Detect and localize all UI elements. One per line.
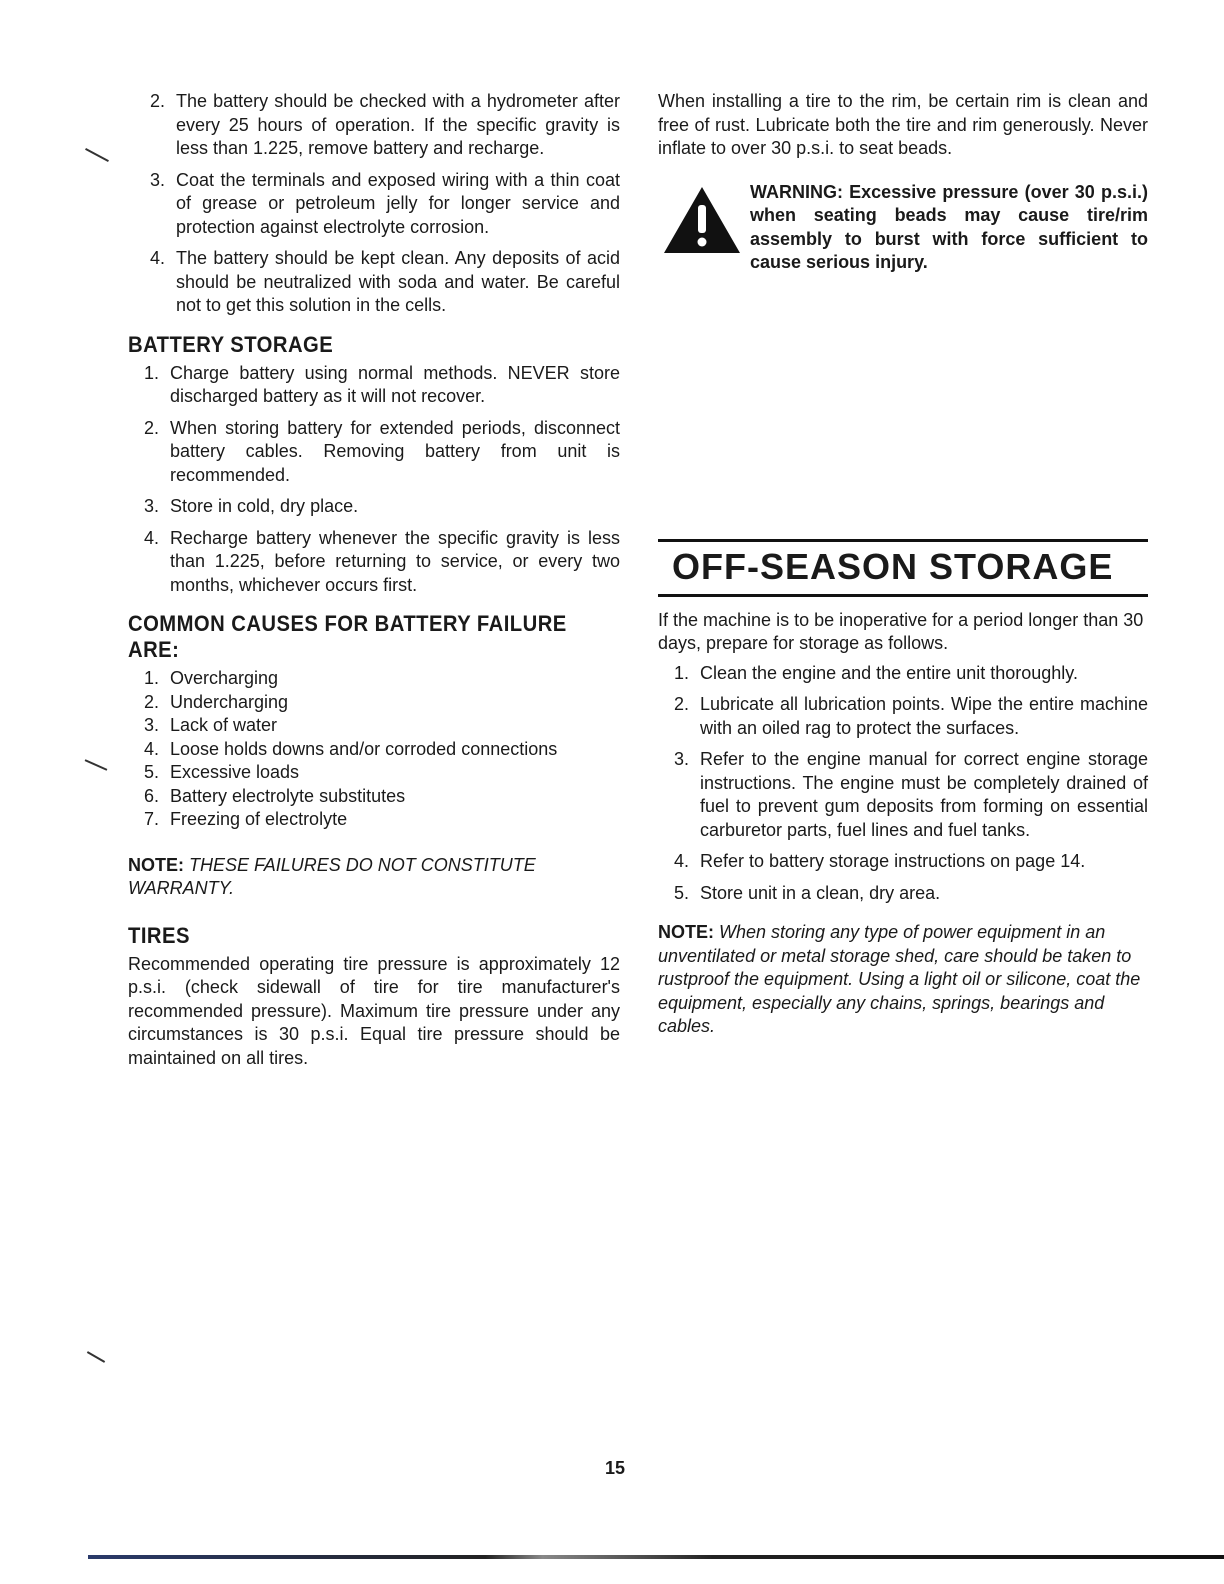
note-label: NOTE:	[128, 854, 184, 875]
tires-heading: TIRES	[128, 922, 190, 948]
right-column	[658, 90, 1148, 1039]
tires-paragraph: Recommended operating tire pressure is approximately 12 p.s.i. (check sidewall of tire for tire manufacturer's recommended pressure). Maximum tire pressure under any circumstances is 30 p.s.i. Equal tire pressure should be maintained on all tires.	[128, 953, 620, 1068]
list-item: 4. Refer to battery storage instructions on page 14.	[674, 851, 1086, 871]
offseason-list	[658, 662, 1148, 906]
list-item: 6. Battery electrolyte substitutes	[144, 785, 406, 806]
list-item: 3. Store in cold, dry place.	[144, 496, 359, 516]
battery-maintenance-list	[134, 90, 620, 318]
list-item: 2. The battery should be checked with a hydrometer after every 25 hours of operation. If the specific gravity is less than 1.225, remove battery and recharge.	[150, 91, 620, 158]
footer-rule	[88, 1555, 1224, 1559]
scan-mark	[85, 759, 108, 771]
battery-failure-list	[128, 667, 620, 832]
battery-storage-heading: BATTERY STORAGE	[128, 331, 334, 357]
list-item: 4. The battery should be kept clean. Any deposits of acid should be neutralized with soda and water. Be careful not to get this solution in the cells.	[150, 248, 620, 315]
page-number: 15	[604, 1458, 626, 1478]
list-item: 5. Excessive loads	[144, 762, 300, 782]
storage-note	[658, 921, 1148, 1039]
list-item: 4. Recharge battery whenever the specific gravity is less than 1.225, before returning to service, or every two months, whichever occurs first.	[144, 527, 620, 595]
warning-box	[658, 181, 1148, 275]
list-item: 1. Overcharging	[144, 668, 279, 688]
offseason-storage-title: OFF-SEASON STORAGE	[658, 539, 1148, 597]
warranty-note	[128, 854, 620, 901]
battery-failure-heading: COMMON CAUSES FOR BATTERY FAILURE ARE:	[128, 611, 567, 662]
list-item: 3. Refer to the engine manual for correct engine storage instructions. The engine must be completely drained of fuel to prevent gum deposits from forming on essential carburetor parts, fuel lines and fuel tanks.	[674, 749, 1148, 840]
left-column	[128, 90, 620, 1070]
list-item: 3. Coat the terminals and exposed wiring with a thin coat of grease or petroleum jelly for longer service and protection against electrolyte corrosion.	[150, 169, 620, 237]
list-item: 2. When storing battery for extended periods, disconnect battery cables. Removing battery from unit is recommended.	[144, 417, 620, 485]
battery-storage-list	[128, 362, 620, 598]
list-item: 7. Freezing of electrolyte	[144, 809, 348, 829]
scan-mark	[87, 1351, 105, 1363]
warning-icon	[662, 185, 742, 255]
list-item: 5. Store unit in a clean, dry area.	[674, 882, 941, 903]
note-text: THESE FAILURES DO NOT CONSTITUTE WARRANTY.	[128, 854, 536, 898]
list-item: 1. Charge battery using normal methods. NEVER store discharged battery as it will not recover.	[144, 362, 620, 406]
list-item: 4. Loose holds downs and/or corroded connections	[144, 738, 558, 759]
list-item: 2. Undercharging	[144, 691, 289, 712]
note-label: NOTE:	[658, 922, 714, 942]
offseason-intro: If the machine is to be inoperative for a period longer than 30 days, prepare for storage as follows.	[658, 609, 1144, 653]
list-item: 2. Lubricate all lubrication points. Wipe the entire machine with an oiled rag to protect the surfaces.	[674, 694, 1148, 738]
note-text: When storing any type of power equipment in an unventilated or metal storage shed, care should be taken to rustproof the equipment. Using a light oil or silicone, coat the equipment, especially any chains, springs, bearings and cables.	[658, 922, 1141, 1036]
warning-text: WARNING: Excessive pressure (over 30 p.s.i.) when seating beads may cause tire/rim assembly to burst with force sufficient to cause serious injury.	[750, 181, 1148, 272]
list-item: 1. Clean the engine and the entire unit thoroughly.	[674, 662, 1078, 683]
tire-install-paragraph: When installing a tire to the rim, be certain rim is clean and free of rust. Lubricate both the tire and rim generously. Never inflate to over 30 p.s.i. to seat beads.	[658, 91, 1148, 158]
scan-mark	[85, 148, 109, 162]
list-item: 3. Lack of water	[144, 715, 278, 735]
